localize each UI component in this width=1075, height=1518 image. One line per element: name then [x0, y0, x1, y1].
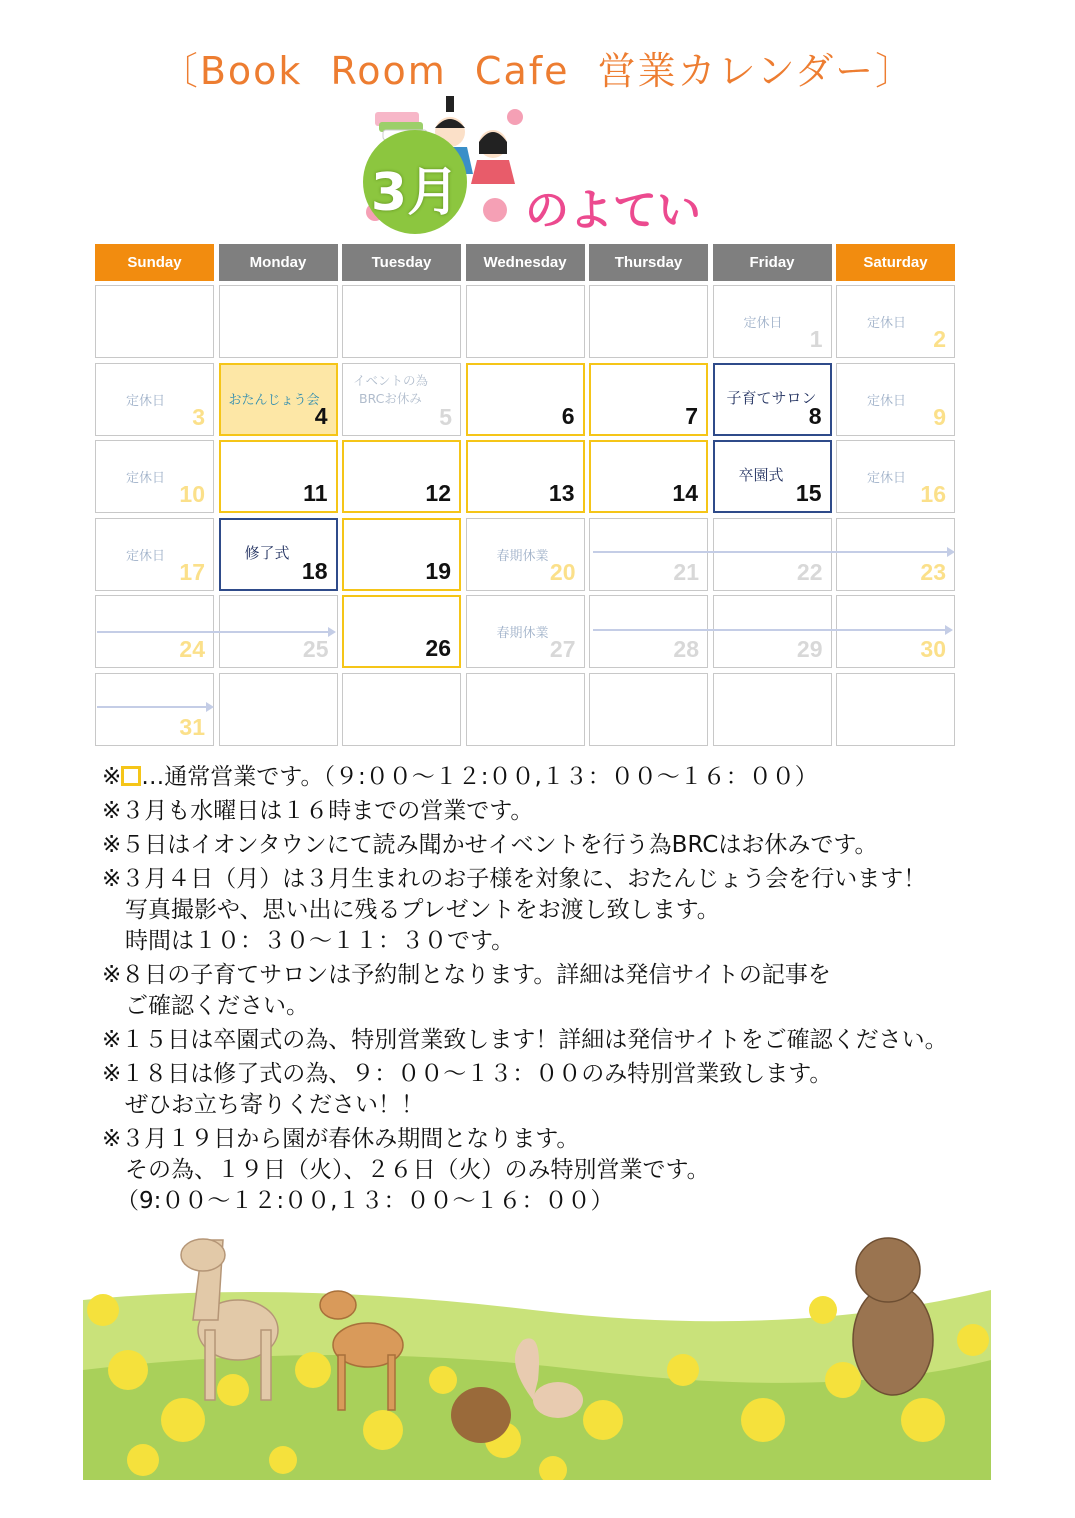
day-number: 30	[920, 636, 946, 662]
day-number: 7	[685, 402, 698, 429]
note-mark: ※	[102, 764, 122, 790]
calendar-cell-empty	[466, 285, 585, 358]
calendar-cell-14	[589, 440, 708, 513]
day-number: 11	[303, 480, 328, 506]
note-birthday	[102, 864, 1002, 957]
day-number: 29	[796, 636, 823, 662]
calendar-cell-2	[836, 285, 955, 358]
note-event-5th: ※５日はイオンタウンにて読み聞かせイベントを行う為BRCはお休みです。	[102, 832, 878, 858]
day-number: 1	[809, 326, 823, 352]
calendar-grid	[95, 285, 955, 746]
note-line: （9:００～１２:００,１３：００～１６：００）	[116, 1188, 614, 1214]
calendar-cell-29	[713, 595, 832, 668]
calendar-cell-empty	[713, 673, 832, 746]
calendar-cell-empty	[342, 673, 461, 746]
open-legend-box	[121, 766, 141, 786]
note-line: ご確認ください。	[102, 993, 309, 1019]
page-title: 〔Book Room Cafe 営業カレンダー〕	[159, 49, 916, 93]
day-number: 10	[179, 481, 205, 507]
calendar-cell-18	[219, 518, 338, 591]
day-number: 28	[673, 636, 699, 662]
page-subtitle: のよてい	[525, 185, 701, 236]
note-line: 時間は１０：３０～１１：３０です。	[102, 928, 515, 954]
closed-note: 春期休業	[496, 548, 549, 564]
month-header	[355, 92, 715, 242]
day-number: 2	[933, 326, 946, 352]
closed-note: 定休日	[126, 471, 166, 486]
closed-note: 定休日	[126, 548, 166, 564]
note-line: 写真撮影や、思い出に残るプレゼントをお渡し致します。	[102, 897, 720, 923]
note-graduation: ※１５日は卒園式の為、特別営業致します！詳細は発信サイトをご確認ください。	[102, 1027, 948, 1053]
note-text: …通常営業です。（９:００～１２:００,１３：００～１６：００）	[141, 764, 818, 790]
day-number: 12	[425, 480, 451, 506]
day-number: 6	[561, 402, 575, 429]
day-number: 24	[179, 636, 205, 662]
day-number: 26	[425, 635, 451, 661]
closed-note: 定休日	[867, 316, 907, 331]
day-number: 21	[673, 558, 699, 585]
calendar-cell-16	[836, 440, 955, 513]
calendar-cell-empty	[219, 673, 338, 746]
note-line: ぜひお立ち寄りください！！	[102, 1092, 424, 1118]
calendar-cell-empty	[466, 673, 585, 746]
day-number: 4	[314, 402, 328, 429]
calendar-cell-20	[466, 518, 585, 591]
day-number: 31	[179, 713, 205, 740]
calendar-cell-15	[713, 440, 832, 513]
spring-break-arrow	[97, 706, 212, 708]
calendar-cell-10	[95, 440, 214, 513]
day-number: 8	[808, 402, 822, 429]
note-line: ※３月４日（月）は３月生まれのお子様を対象に、おたんじょう会を行います！	[102, 866, 927, 892]
calendar-cell-empty	[836, 673, 955, 746]
calendar-cell-23	[836, 518, 955, 591]
calendar-cell-31	[95, 673, 214, 746]
event-note: 卒園式	[738, 466, 784, 484]
day-number: 3	[192, 403, 205, 430]
day-number: 14	[672, 480, 698, 506]
weekday-wednesday: Wednesday	[466, 244, 585, 281]
note-legend	[102, 762, 1002, 793]
meadow-image	[83, 1220, 991, 1480]
day-number: 5	[439, 403, 452, 430]
note-spring-break	[102, 1124, 1002, 1217]
closed-note: 春期休業	[496, 626, 549, 641]
calendar-cell-6	[466, 363, 585, 436]
event-note: おたんじょう会	[228, 392, 320, 408]
note-line: ※１８日は修了式の為、９：００～１３：００のみ特別営業致します。	[102, 1061, 833, 1087]
closed-note: 定休日	[867, 471, 907, 486]
weekday-friday: Friday	[713, 244, 832, 281]
note-line: ※３月１９日から園が春休み期間となります。	[102, 1126, 580, 1152]
calendar-cell-empty	[342, 285, 461, 358]
calendar-cell-26	[342, 595, 461, 668]
calendar-cell-9	[836, 363, 955, 436]
calendar-cell-7	[589, 363, 708, 436]
spring-break-arrow	[593, 551, 953, 553]
calendar-cell-13	[466, 440, 585, 513]
weekday-saturday: Saturday	[836, 244, 955, 281]
weekday-sunday: Sunday	[95, 244, 214, 281]
event-note: 子育てサロン	[726, 388, 817, 407]
day-number: 23	[920, 558, 946, 585]
calendar-cell-1	[713, 285, 832, 358]
day-number: 22	[796, 558, 823, 585]
animals-meadow-illustration	[83, 1220, 991, 1480]
calendar-cell-21	[589, 518, 708, 591]
note-line: ※８日の子育てサロンは予約制となります。詳細は発信サイトの記事を	[102, 962, 831, 988]
calendar-cell-5	[342, 363, 461, 436]
calendar-cell-empty	[589, 673, 708, 746]
event-note-line2: BRCお休み	[359, 390, 422, 406]
note-completion	[102, 1059, 1002, 1121]
calendar-cell-19	[342, 518, 461, 591]
spring-break-arrow	[97, 631, 334, 633]
day-number: 15	[795, 480, 822, 506]
day-number: 27	[549, 636, 576, 662]
calendar-cell-30	[836, 595, 955, 668]
calendar-cell-8	[713, 363, 832, 436]
event-note-line1: イベントの為	[353, 372, 429, 388]
day-number: 13	[548, 480, 575, 506]
calendar-cell-22	[713, 518, 832, 591]
calendar-cell-3	[95, 363, 214, 436]
calendar-cell-empty	[219, 285, 338, 358]
calendar-cell-27	[466, 595, 585, 668]
day-number: 17	[179, 558, 205, 585]
note-line: その為、１９日（火）、２６日（火）のみ特別営業です。	[102, 1157, 710, 1183]
calendar-cell-empty	[95, 285, 214, 358]
day-number: 25	[302, 636, 329, 662]
calendar-cell-28	[589, 595, 708, 668]
day-number: 19	[425, 557, 451, 584]
day-number: 16	[920, 481, 946, 507]
closed-note: 定休日	[743, 316, 783, 331]
day-number: 20	[549, 558, 576, 585]
closed-note: 定休日	[126, 393, 166, 409]
calendar-cell-12	[342, 440, 461, 513]
notes-section	[102, 762, 1002, 1217]
event-note	[353, 372, 428, 408]
calendar-cell-empty	[589, 285, 708, 358]
weekday-header	[95, 244, 955, 281]
day-number: 9	[933, 403, 946, 430]
note-salon	[102, 960, 1002, 1022]
weekday-monday: Monday	[219, 244, 338, 281]
weekday-thursday: Thursday	[589, 244, 708, 281]
month-label: 3月	[370, 163, 460, 223]
calendar-cell-17	[95, 518, 214, 591]
closed-note: 定休日	[867, 393, 907, 409]
day-number: 18	[301, 557, 328, 584]
event-note: 修了式	[244, 543, 290, 562]
calendar-cell-11	[219, 440, 338, 513]
calendar-cell-4	[219, 363, 338, 436]
spring-break-arrow	[593, 629, 951, 631]
note-wednesday: ※３月も水曜日は１６時までの営業です。	[102, 798, 534, 824]
weekday-tuesday: Tuesday	[342, 244, 461, 281]
